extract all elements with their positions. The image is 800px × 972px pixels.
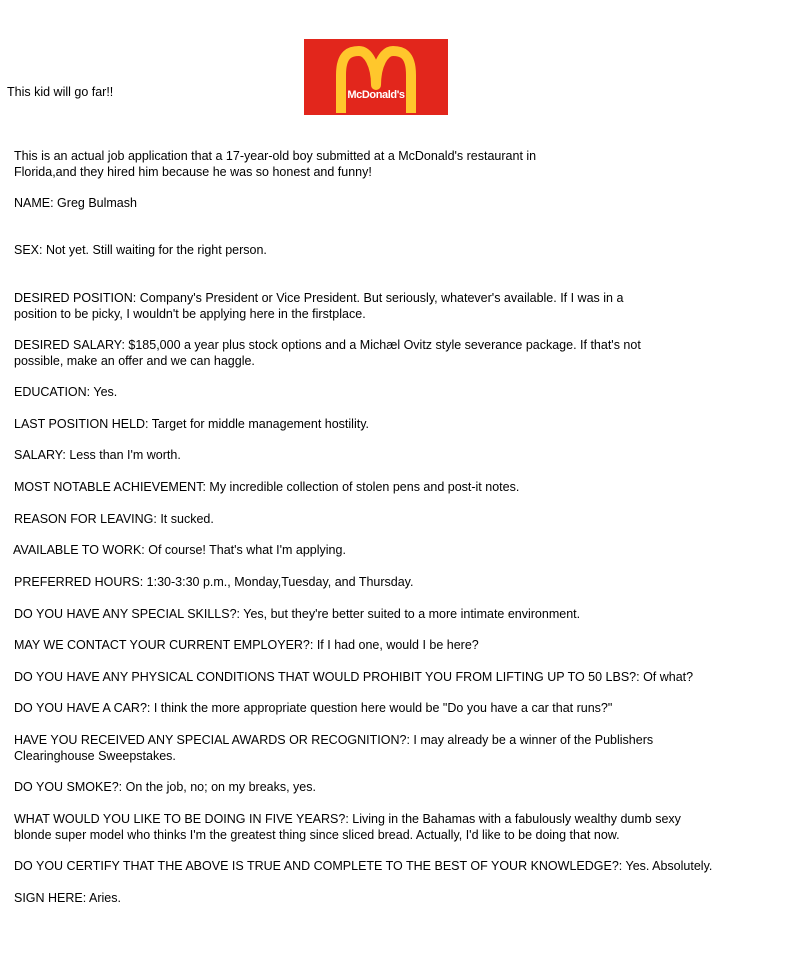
field-last-position — [14, 416, 784, 432]
field-five-years — [14, 811, 784, 843]
field-line: DO YOU CERTIFY THAT THE ABOVE IS TRUE AND COMPLETE TO THE BEST OF YOUR KNOWLEDGE?: Yes. Absolutely. — [14, 859, 713, 873]
field-line-continued: Clearinghouse Sweepstakes. — [14, 749, 176, 763]
field-sign-here — [14, 890, 784, 906]
field-line: NAME: Greg Bulmash — [14, 196, 137, 210]
field-line-continued: position to be picky, I wouldn't be applying here in the firstplace. — [14, 307, 366, 321]
golden-arches-icon — [304, 39, 448, 115]
field-line: DESIRED POSITION: Company's President or Vice President. But seriously, whatever's available. If I was in a — [14, 291, 624, 305]
field-line-continued: possible, make an offer and we can haggle. — [14, 354, 255, 368]
field-line: PREFERRED HOURS: 1:30-3:30 p.m., Monday,Tuesday, and Thursday. — [14, 575, 414, 589]
field-car — [14, 700, 784, 716]
field-line: AVAILABLE TO WORK: Of course! That's what I'm applying. — [13, 543, 346, 557]
field-line: DO YOU HAVE ANY SPECIAL SKILLS?: Yes, but they're better suited to a more intimate environment. — [14, 607, 581, 621]
field-line: EDUCATION: Yes. — [14, 385, 118, 399]
field-contact-employer — [14, 637, 784, 653]
field-line: MOST NOTABLE ACHIEVEMENT: My incredible collection of stolen pens and post-it notes. — [14, 480, 520, 494]
field-line: DO YOU HAVE ANY PHYSICAL CONDITIONS THAT WOULD PROHIBIT YOU FROM LIFTING UP TO 50 LBS?: Of what? — [14, 670, 694, 684]
field-line-continued: blonde super model who thinks I'm the greatest thing since sliced bread. Actually, I'd like to be doing that now. — [14, 828, 620, 842]
field-smoke — [14, 779, 784, 795]
mcdonalds-logo — [304, 39, 448, 115]
field-certify — [14, 858, 784, 874]
field-line: HAVE YOU RECEIVED ANY SPECIAL AWARDS OR RECOGNITION?: I may already be a winner of the Publishers — [14, 733, 654, 747]
field-preferred-hours — [14, 574, 784, 590]
field-line: DO YOU HAVE A CAR?: I think the more appropriate question here would be "Do you have a car that runs?" — [14, 701, 613, 715]
field-line: REASON FOR LEAVING: It sucked. — [14, 512, 214, 526]
field-line: LAST POSITION HELD: Target for middle management hostility. — [14, 417, 370, 431]
field-notable-achievement — [14, 479, 784, 495]
field-line: DESIRED SALARY: $185,000 a year plus stock options and a Michæl Ovitz style severance package. If that's not — [14, 338, 641, 352]
field-reason-for-leaving — [14, 511, 784, 527]
field-awards — [14, 732, 784, 764]
field-line: SEX: Not yet. Still waiting for the right person. — [14, 243, 267, 257]
field-line: WHAT WOULD YOU LIKE TO BE DOING IN FIVE YEARS?: Living in the Bahamas with a fabulously wealthy dumb sexy — [14, 812, 681, 826]
field-salary — [14, 447, 784, 463]
intro-paragraph — [14, 148, 784, 180]
header-caption: This kid will go far!! — [7, 85, 114, 99]
intro-line-1: This is an actual job application that a 17-year-old boy submitted at a McDonald's restaurant in — [14, 149, 537, 163]
field-name — [14, 195, 784, 211]
field-education — [14, 384, 784, 400]
field-sex — [14, 242, 784, 258]
field-special-skills — [14, 606, 784, 622]
field-physical-conditions — [14, 669, 784, 685]
field-desired-position — [14, 290, 784, 322]
logo-wordmark: McDonald's — [347, 89, 405, 101]
field-line: SIGN HERE: Aries. — [14, 891, 121, 905]
field-line: SALARY: Less than I'm worth. — [14, 448, 181, 462]
intro-line-2: Florida,and they hired him because he was so honest and funny! — [14, 165, 372, 179]
field-desired-salary — [14, 337, 784, 369]
field-line: DO YOU SMOKE?: On the job, no; on my breaks, yes. — [14, 780, 316, 794]
field-line: MAY WE CONTACT YOUR CURRENT EMPLOYER?: If I had one, would I be here? — [14, 638, 479, 652]
field-available-to-work — [13, 542, 783, 558]
